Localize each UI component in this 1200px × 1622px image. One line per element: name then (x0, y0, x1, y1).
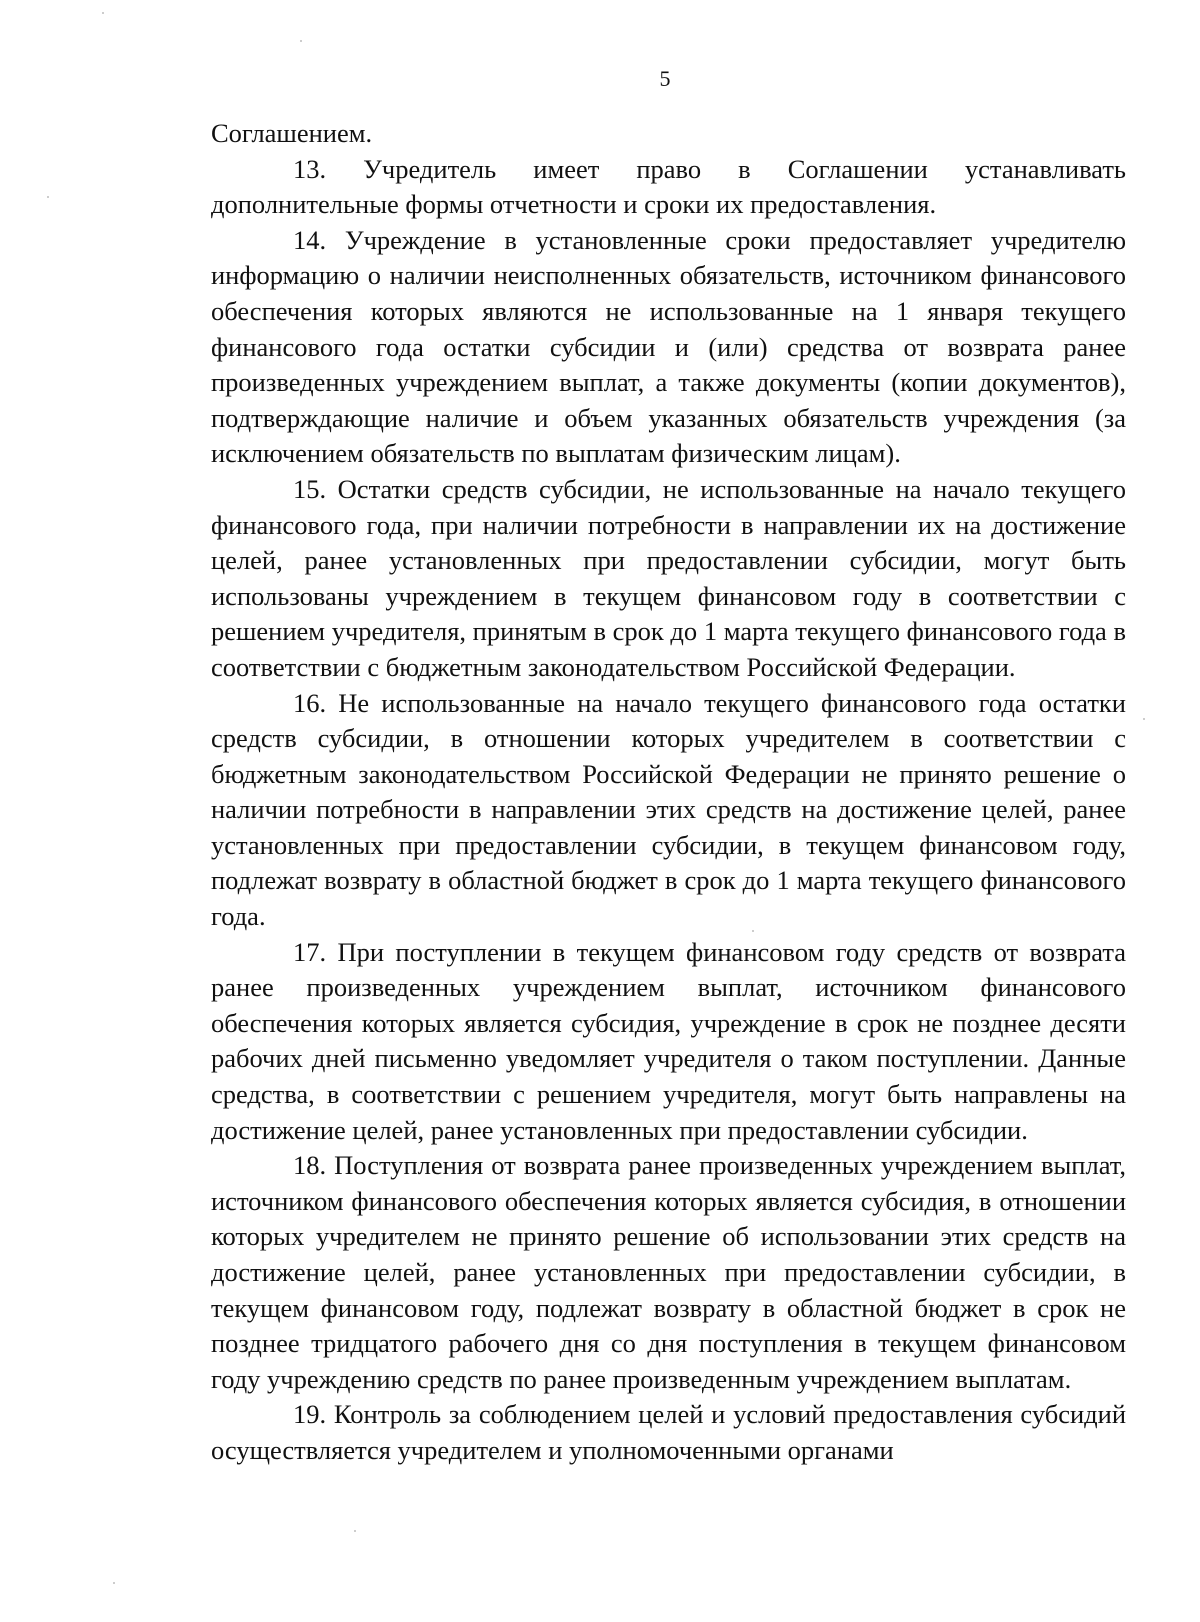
paragraph-14: 14. Учреждение в установленные сроки предоставляет учредителю информацию о наличии неисполненных обязательств, источником финансового обеспечения которых являются не использованные на 1 января текущего финансового года остатки субсидии и (или) средства от возврата ранее произведенных учреждением выплат, а также документы (копии документов), подтверждающие наличие и объем указанных обязательств учреждения (за исключением обязательств по выплатам физическим лицам). (211, 224, 1126, 469)
document-body (211, 116, 1126, 1469)
paragraph-19: 19. Контроль за соблюдением целей и условий предоставления субсидий осуществляется учредителем и уполномоченными органами (211, 1399, 1126, 1465)
paragraph-17: 17. При поступлении в текущем финансовом году средств от возврата ранее произведенных учреждением выплат, источником финансового обеспечения которых является субсидия, учреждение в срок не позднее десяти рабочих дней письменно уведомляет учредителя о таком поступлении. Данные средства, в соответствии с решением учредителя, могут быть направлены на достижение целей, ранее установленных при предоставлении субсидии. (211, 936, 1126, 1145)
paragraph-13: 13. Учредитель имеет право в Соглашении устанавливать дополнительные формы отчетности и сроки их предоставления. (211, 153, 1126, 220)
paragraph-16: 16. Не использованные на начало текущего финансового года остатки средств субсидии, в отношении которых учредителем в соответствии с бюджетным законодательством Российской Федерации не принято решение о наличии потребности в направлении этих средств на достижение целей, ранее установленных при предоставлении субсидии, в текущем финансовом году, подлежат возврату в областной бюджет в срок до 1 марта текущего финансового года. (211, 687, 1126, 932)
scan-speck (752, 930, 754, 932)
paragraph-18: 18. Поступления от возврата ранее произведенных учреждением выплат, источником финансового обеспечения которых является субсидия, в отношении которых учредителем не принято решение об использовании этих средств на достижение целей, ранее установленных при предоставлении субсидии, в текущем финансовом году, подлежат возврату в областной бюджет в срок не позднее тридцатого рабочего дня со дня поступления в текущем финансовом году учреждению средств по ранее произведенным учреждением выплатам. (211, 1150, 1126, 1394)
scan-speck (47, 196, 49, 198)
scan-speck (354, 1530, 356, 1532)
scan-speck (102, 12, 104, 14)
paragraph-15: 15. Остатки средств субсидии, не использованные на начало текущего финансового года, при наличии потребности в направлении их на достижение целей, ранее установленных при предоставлении субсидии, могут быть использованы учреждением в текущем финансовом году в соответствии с решением учредителя, принятым в срок до 1 марта текущего финансового года в соответствии с бюджетным законодательством Российской Федерации. (211, 473, 1126, 682)
page-number: 5 (659, 66, 671, 91)
scan-speck (1143, 718, 1145, 720)
paragraph-continuation: Соглашением. (211, 118, 373, 148)
scan-speck (113, 1582, 115, 1584)
scan-speck (300, 40, 302, 42)
